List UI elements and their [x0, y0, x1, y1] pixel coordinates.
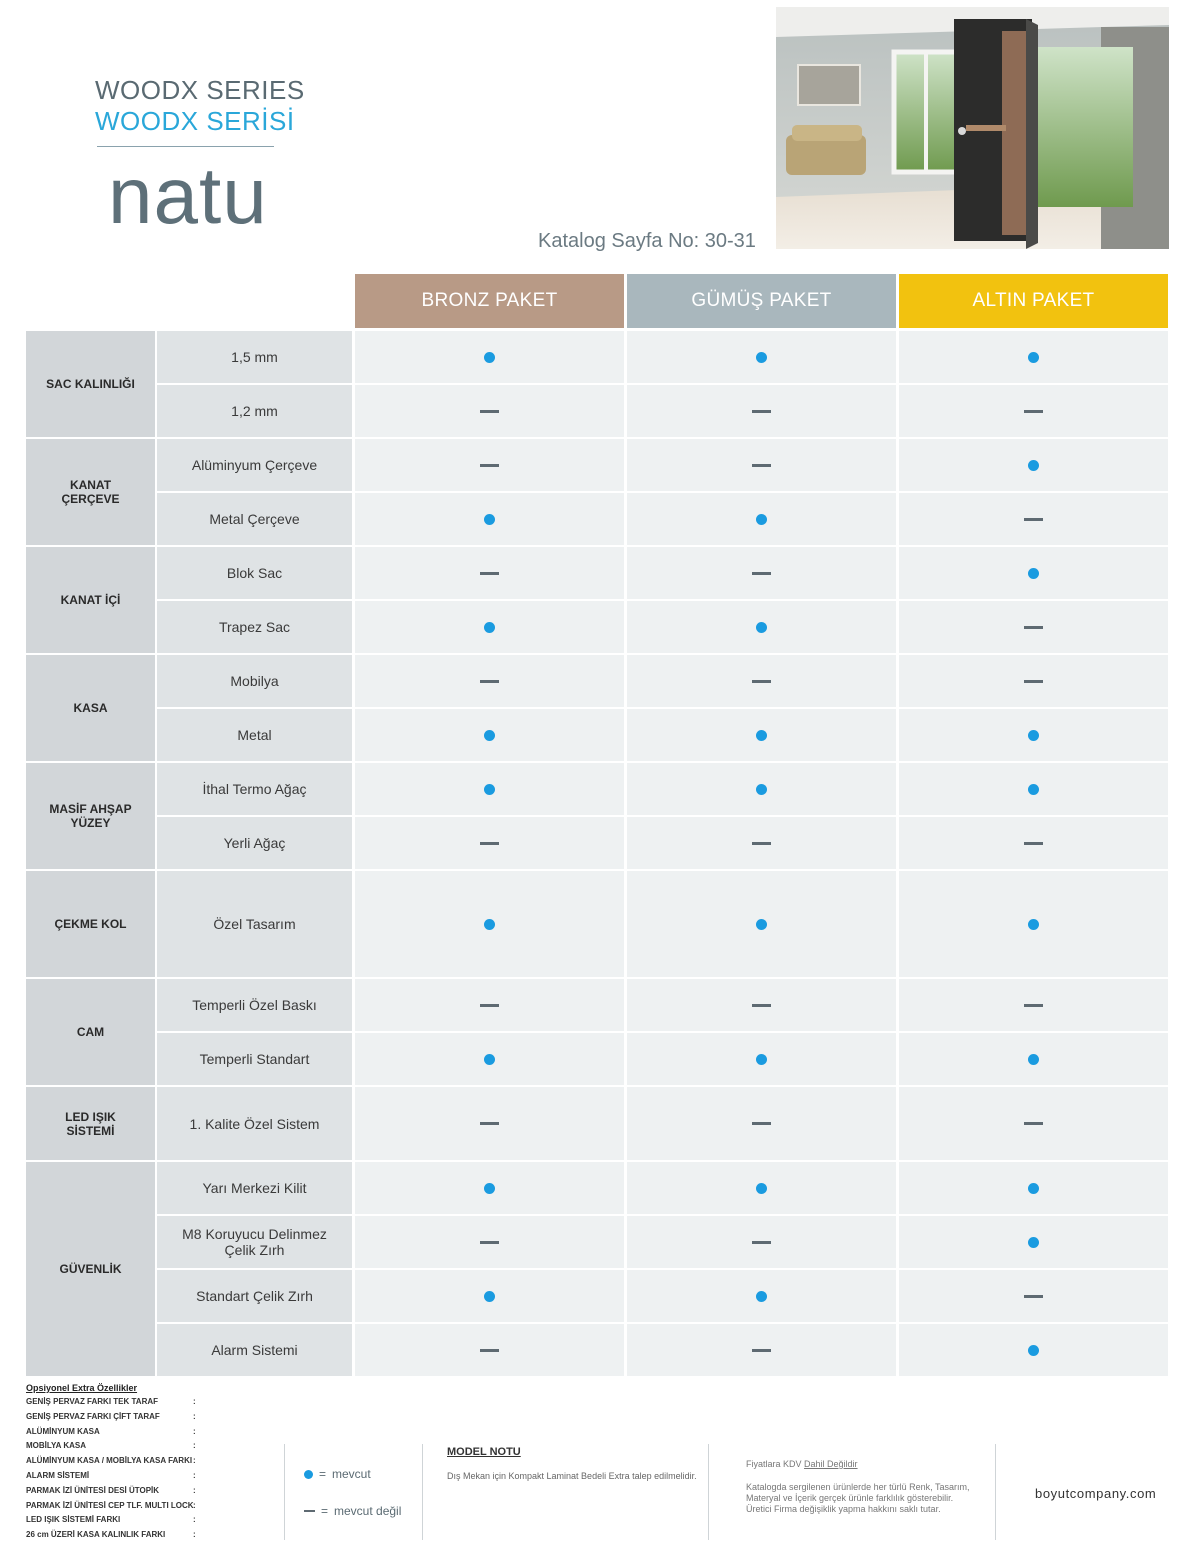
optional-extra-item: PARMAK İZİ ÜNİTESİ DESİ ÜTOPİK: [26, 1485, 160, 1495]
package-value-cell: [899, 1087, 1168, 1160]
package-value-cell: [355, 1270, 624, 1322]
legend-equals: =: [319, 1467, 327, 1481]
not-available-dash-icon: [1024, 626, 1043, 629]
price-note: [746, 1459, 858, 1469]
feature-label: İthal Termo Ağaç: [157, 763, 352, 815]
feature-label: Trapez Sac: [157, 601, 352, 653]
not-available-dash-icon: [480, 1349, 499, 1352]
package-value-cell: [627, 1087, 896, 1160]
price-note-prefix: Fiyatlara KDV: [746, 1459, 805, 1469]
package-value-cell: [627, 709, 896, 761]
package-value-cell: [899, 331, 1168, 383]
package-value-cell: [355, 601, 624, 653]
available-dot-icon: [756, 1183, 767, 1194]
feature-label: 1. Kalite Özel Sistem: [157, 1087, 352, 1160]
feature-label: Alüminyum Çerçeve: [157, 439, 352, 491]
category-label: KANAT ÇERÇEVE: [26, 439, 155, 545]
feature-label: Metal Çerçeve: [157, 493, 352, 545]
package-value-cell: [355, 331, 624, 383]
feature-label: Temperli Özel Baskı: [157, 979, 352, 1031]
available-dot-icon: [1028, 1237, 1039, 1248]
footer-divider: [422, 1444, 423, 1540]
optional-extra-colon: :: [193, 1441, 196, 1451]
package-value-cell: [355, 1324, 624, 1376]
footer-divider: [708, 1444, 709, 1540]
series-title-tr: WOODX SERİSİ: [95, 106, 295, 136]
optional-extra-item: ALARM SİSTEMİ: [26, 1471, 90, 1480]
available-dot-icon: [484, 352, 495, 363]
category-label: CAM: [26, 979, 155, 1085]
optional-extra-colon: :: [193, 1411, 196, 1421]
legend-available: [304, 1467, 371, 1481]
package-value-cell: [355, 1087, 624, 1160]
optional-extra-colon: :: [193, 1485, 196, 1495]
available-dot-icon: [1028, 730, 1039, 741]
optional-extra-colon: :: [193, 1530, 196, 1540]
package-value-cell: [899, 871, 1168, 977]
not-available-dash-icon: [1024, 842, 1043, 845]
available-dot-icon: [484, 1183, 495, 1194]
feature-label: 1,2 mm: [157, 385, 352, 437]
not-available-dash-icon: [752, 410, 771, 413]
package-value-cell: [627, 817, 896, 869]
available-dot-icon: [756, 514, 767, 525]
package-value-cell: [899, 1033, 1168, 1085]
feature-label: Mobilya: [157, 655, 352, 707]
available-dot-icon: [1028, 784, 1039, 795]
feature-label: Metal: [157, 709, 352, 761]
category-label: LED IŞIK SİSTEMİ: [26, 1087, 155, 1160]
optional-extras-title: Opsiyonel Extra Özellikler: [26, 1383, 138, 1393]
feature-label: Temperli Standart: [157, 1033, 352, 1085]
feature-label: Standart Çelik Zırh: [157, 1270, 352, 1322]
model-note-text: Dış Mekan için Kompakt Laminat Bedeli Extra talep edilmelidir.: [447, 1471, 697, 1481]
package-value-cell: [355, 763, 624, 815]
optional-extra-colon: :: [193, 1515, 196, 1525]
package-header-silver: GÜMÜŞ PAKET: [627, 274, 896, 328]
package-value-cell: [627, 1324, 896, 1376]
package-value-cell: [899, 601, 1168, 653]
package-value-cell: [355, 1216, 624, 1268]
optional-extra-item: ALÜMİNYUM KASA: [26, 1426, 100, 1436]
not-available-dash-icon: [1024, 1295, 1043, 1298]
package-value-cell: [355, 385, 624, 437]
package-value-cell: [355, 547, 624, 599]
package-value-cell: [355, 655, 624, 707]
not-available-dash-icon: [1024, 680, 1043, 683]
package-value-cell: [627, 331, 896, 383]
package-value-cell: [627, 1270, 896, 1322]
not-available-dash-icon: [1024, 1122, 1043, 1125]
available-dot-icon: [1028, 1345, 1039, 1356]
package-value-cell: [899, 547, 1168, 599]
feature-label: Yarı Merkezi Kilit: [157, 1162, 352, 1214]
package-value-cell: [899, 385, 1168, 437]
optional-extra-colon: :: [193, 1456, 196, 1466]
not-available-dash-icon: [480, 464, 499, 467]
not-available-dash-icon: [752, 572, 771, 575]
available-dot-icon: [756, 730, 767, 741]
available-dot-icon: [484, 514, 495, 525]
available-dot-icon: [484, 730, 495, 741]
available-dot-icon: [756, 784, 767, 795]
series-title-en: WOODX SERIES: [95, 75, 305, 105]
package-value-cell: [899, 655, 1168, 707]
model-note-title: MODEL NOTU: [447, 1446, 521, 1458]
not-available-dash-icon: [480, 572, 499, 575]
not-available-dash-icon: [480, 680, 499, 683]
category-label: ÇEKME KOL: [26, 871, 155, 977]
package-value-cell: [355, 493, 624, 545]
available-dot-icon: [484, 622, 495, 633]
package-value-cell: [899, 709, 1168, 761]
price-note-link: Dahil Değildir: [804, 1459, 858, 1469]
package-value-cell: [627, 655, 896, 707]
available-dot-icon: [756, 919, 767, 930]
optional-extra-colon: :: [193, 1397, 196, 1406]
available-dot-icon: [1028, 460, 1039, 471]
package-value-cell: [355, 709, 624, 761]
optional-extra-item: MOBİLYA KASA: [26, 1441, 87, 1451]
package-value-cell: [355, 1162, 624, 1214]
package-value-cell: [627, 763, 896, 815]
optional-extra-item: GENİŞ PERVAZ FARKI ÇİFT TARAF: [26, 1411, 160, 1421]
optional-extra-item: ALÜMİNYUM KASA / MOBİLYA KASA FARKI: [26, 1456, 193, 1466]
available-dot-icon: [756, 1054, 767, 1065]
available-dot-icon: [1028, 919, 1039, 930]
feature-label: Alarm Sistemi: [157, 1324, 352, 1376]
optional-extra-item: PARMAK İZİ ÜNİTESİ CEP TLF. MULTI LOCK: [26, 1500, 194, 1510]
package-value-cell: [627, 439, 896, 491]
package-value-cell: [355, 817, 624, 869]
disclaimer-text: Katalogda sergilenen ürünlerde her türlü Renk, Tasarım, Materyal ve İçerik gerçek ürünle farklılık gösterebilir. Üretici Firma değişiklik yapma hakkını saklı tutar.: [746, 1482, 970, 1514]
available-dot-icon: [484, 1291, 495, 1302]
footer-divider: [284, 1444, 285, 1540]
available-dot-icon: [1028, 1054, 1039, 1065]
package-value-cell: [627, 601, 896, 653]
package-value-cell: [627, 493, 896, 545]
optional-extra-colon: :: [193, 1471, 196, 1480]
legend-equals: =: [321, 1504, 329, 1518]
available-dot-icon: [756, 622, 767, 633]
package-header-gold: ALTIN PAKET: [899, 274, 1168, 328]
available-dot-icon: [756, 352, 767, 363]
available-dot-icon: [484, 784, 495, 795]
not-available-dash-icon: [752, 680, 771, 683]
website-url: boyutcompany.com: [1035, 1486, 1157, 1501]
not-available-dash-icon: [480, 1122, 499, 1125]
package-value-cell: [899, 439, 1168, 491]
optional-extra-colon: :: [193, 1500, 196, 1510]
legend-not-available-label: mevcut değil: [334, 1504, 402, 1518]
not-available-dash-icon: [304, 1510, 315, 1512]
package-value-cell: [627, 1162, 896, 1214]
not-available-dash-icon: [1024, 518, 1043, 521]
footer-divider: [995, 1444, 996, 1540]
category-label: SAC KALINLIĞI: [26, 331, 155, 437]
package-value-cell: [899, 763, 1168, 815]
feature-label: Özel Tasarım: [157, 871, 352, 977]
available-dot-icon: [1028, 1183, 1039, 1194]
available-dot-icon: [484, 919, 495, 930]
not-available-dash-icon: [752, 1004, 771, 1007]
package-value-cell: [899, 1216, 1168, 1268]
available-dot-icon: [756, 1291, 767, 1302]
package-value-cell: [627, 979, 896, 1031]
package-value-cell: [355, 979, 624, 1031]
package-value-cell: [627, 871, 896, 977]
package-value-cell: [627, 1216, 896, 1268]
package-value-cell: [627, 1033, 896, 1085]
catalog-page-number: Katalog Sayfa No: 30-31: [538, 230, 756, 252]
feature-label: 1,5 mm: [157, 331, 352, 383]
not-available-dash-icon: [480, 410, 499, 413]
optional-extra-item: 26 cm ÜZERİ KASA KALINLIK FARKI: [26, 1530, 166, 1540]
feature-label: M8 Koruyucu Delinmez Çelik Zırh: [157, 1216, 352, 1268]
category-label: KANAT İÇİ: [26, 547, 155, 653]
not-available-dash-icon: [752, 1241, 771, 1244]
not-available-dash-icon: [752, 842, 771, 845]
package-value-cell: [355, 871, 624, 977]
package-value-cell: [627, 547, 896, 599]
available-dot-icon: [484, 1054, 495, 1065]
legend-not-available: [304, 1504, 401, 1518]
available-dot-icon: [1028, 352, 1039, 363]
not-available-dash-icon: [752, 1122, 771, 1125]
not-available-dash-icon: [480, 1004, 499, 1007]
package-header-bronze: BRONZ PAKET: [355, 274, 624, 328]
available-dot-icon: [1028, 568, 1039, 579]
title-divider: [97, 146, 274, 147]
not-available-dash-icon: [752, 464, 771, 467]
legend-available-label: mevcut: [332, 1467, 371, 1481]
feature-label: Yerli Ağaç: [157, 817, 352, 869]
package-value-cell: [355, 1033, 624, 1085]
product-photo: [776, 7, 1169, 249]
not-available-dash-icon: [480, 1241, 499, 1244]
category-label: KASA: [26, 655, 155, 761]
optional-extra-colon: :: [193, 1426, 196, 1436]
package-value-cell: [899, 817, 1168, 869]
package-value-cell: [627, 385, 896, 437]
optional-extra-item: GENİŞ PERVAZ FARKI TEK TARAF: [26, 1397, 159, 1406]
feature-label: Blok Sac: [157, 547, 352, 599]
package-value-cell: [355, 439, 624, 491]
category-label: MASİF AHŞAP YÜZEY: [26, 763, 155, 869]
package-value-cell: [899, 1162, 1168, 1214]
package-value-cell: [899, 1270, 1168, 1322]
optional-extra-item: LED IŞIK SİSTEMİ FARKI: [26, 1515, 121, 1525]
package-value-cell: [899, 1324, 1168, 1376]
available-dot-icon: [304, 1470, 313, 1479]
package-value-cell: [899, 493, 1168, 545]
not-available-dash-icon: [1024, 410, 1043, 413]
not-available-dash-icon: [480, 842, 499, 845]
package-value-cell: [899, 979, 1168, 1031]
category-label: GÜVENLİK: [26, 1162, 155, 1376]
not-available-dash-icon: [1024, 1004, 1043, 1007]
not-available-dash-icon: [752, 1349, 771, 1352]
model-name: natu: [108, 151, 268, 240]
